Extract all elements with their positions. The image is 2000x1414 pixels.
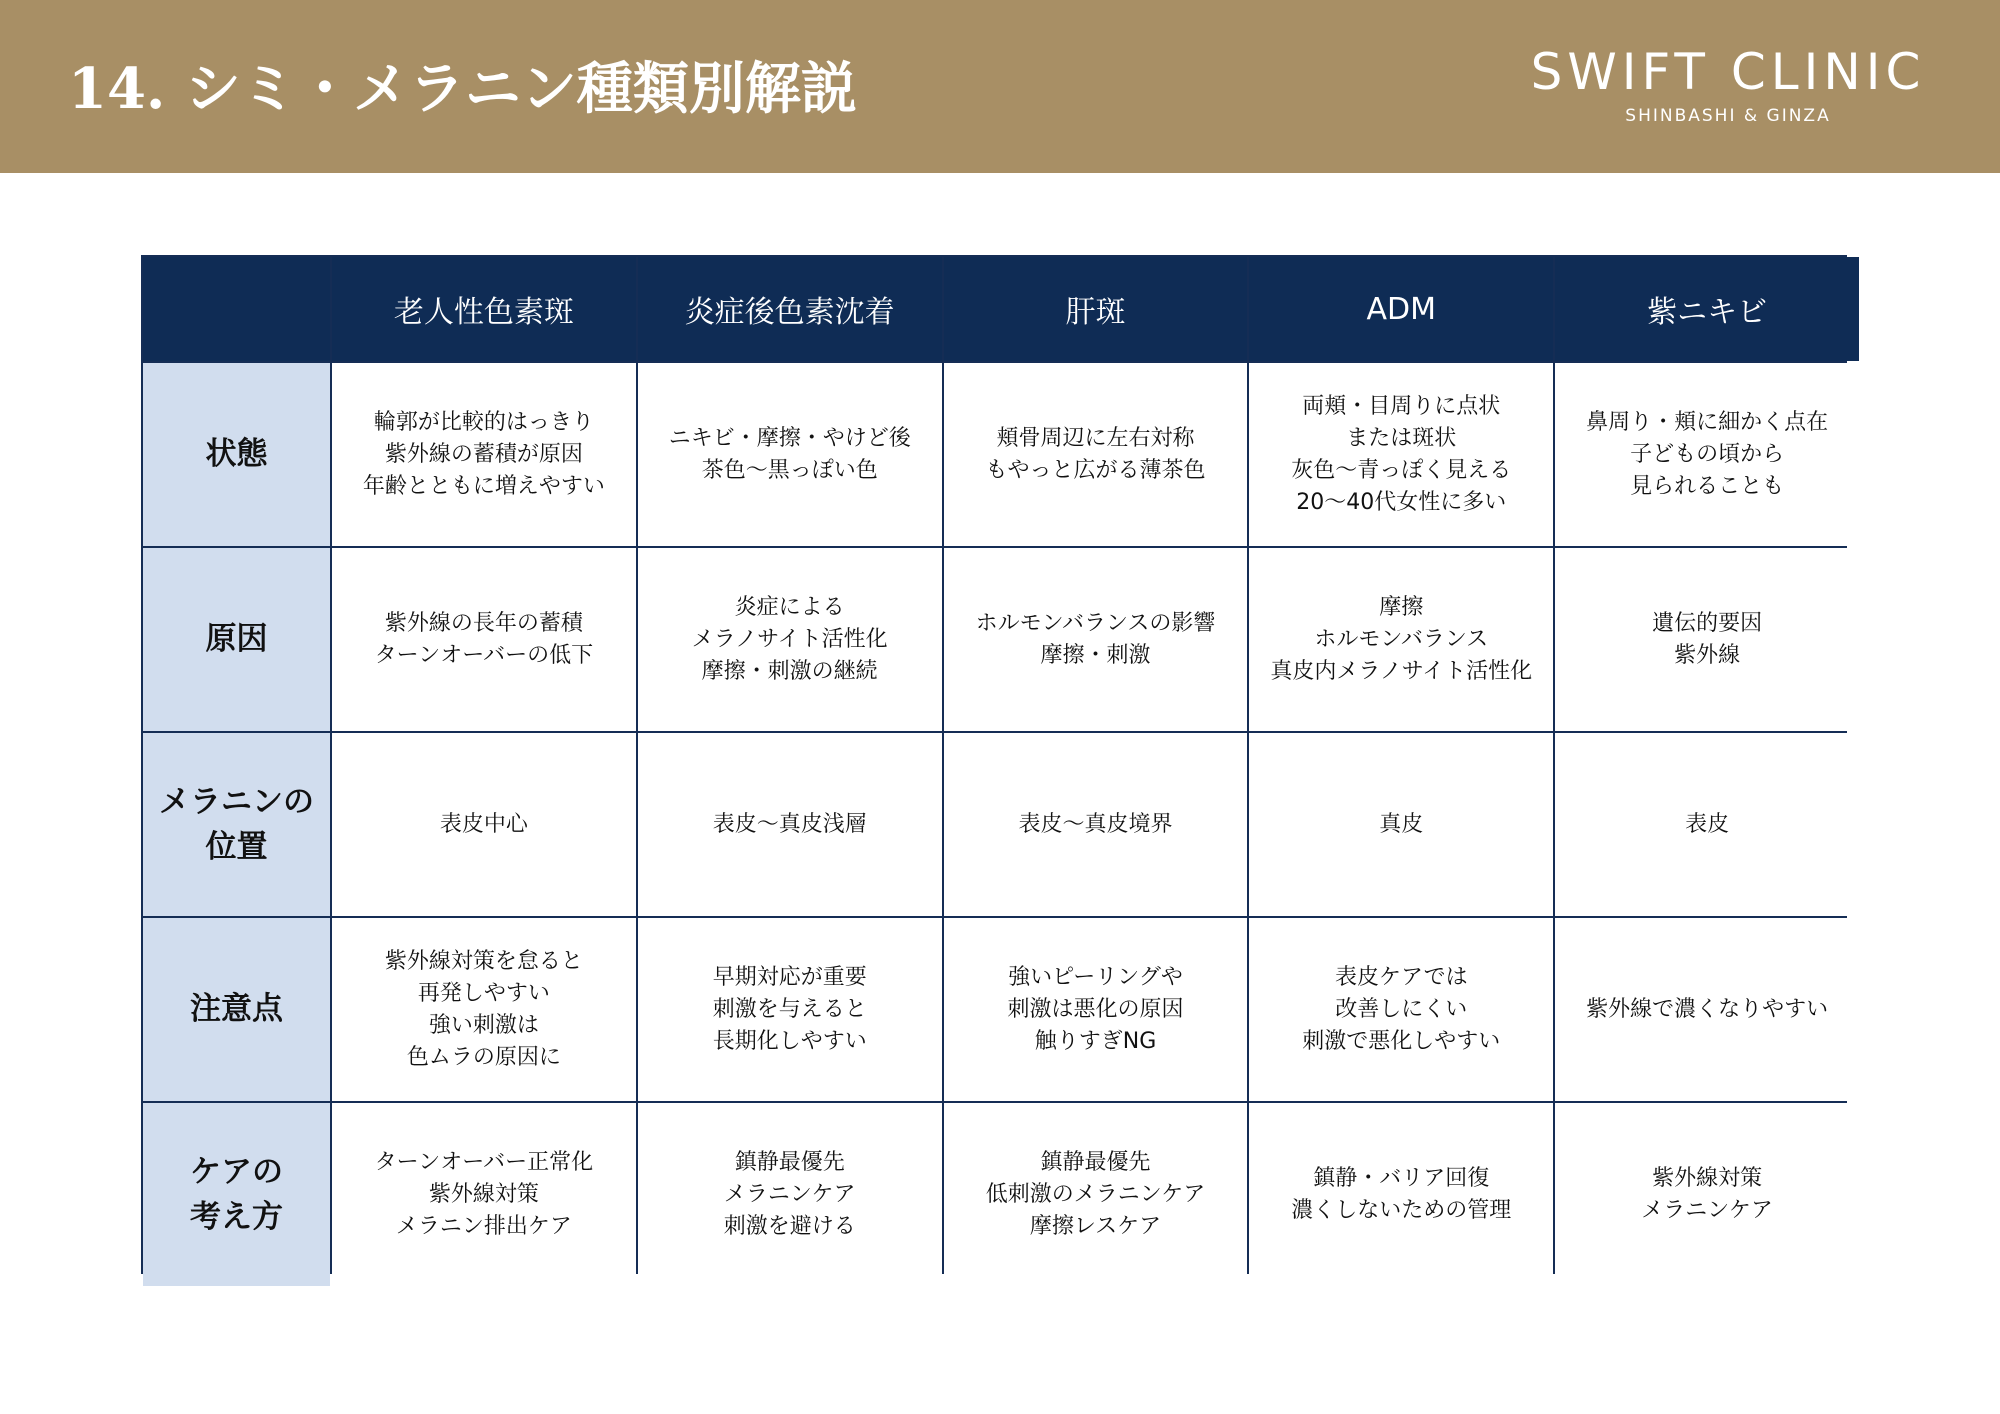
row-header-care-approach: ケアの 考え方 [143,1103,330,1286]
table-cell: 炎症による メラノサイト活性化 摩擦・刺激の継続 [638,548,942,731]
table-cell: 両頬・目周りに点状 または斑状 灰色〜青っぽく見える 20〜40代女性に多い [1249,363,1553,546]
table-cell: 紫外線対策 メラニンケア [1555,1103,1859,1286]
table-corner-cell [143,257,330,361]
table-cell: 表皮 [1555,733,1859,916]
table-cell: 鎮静・バリア回復 濃くしないための管理 [1249,1103,1553,1286]
table-cell: 遺伝的要因 紫外線 [1555,548,1859,731]
table-cell: 表皮中心 [332,733,636,916]
brand-subtitle: SHINBASHI & GINZA [1625,106,1831,126]
column-header: 炎症後色素沈着 [638,257,942,361]
melanin-type-table [141,255,1847,1274]
table-cell: 真皮 [1249,733,1553,916]
table-cell: ターンオーバー正常化 紫外線対策 メラニン排出ケア [332,1103,636,1286]
column-header: ADM [1249,257,1553,361]
page-title: 14. シミ・メラニン種類別解説 [68,56,857,122]
table-cell: 鎮静最優先 低刺激のメラニンケア 摩擦レスケア [944,1103,1248,1286]
row-header-melanin-position: メラニンの 位置 [143,733,330,916]
table-cell: 鼻周り・頬に細かく点在 子どもの頃から 見られることも [1555,363,1859,546]
table-cell: 鎮静最優先 メラニンケア 刺激を避ける [638,1103,942,1286]
table-cell: 強いピーリングや 刺激は悪化の原因 触りすぎNG [944,918,1248,1101]
clinic-logo [1518,44,1938,126]
table-cell: 紫外線で濃くなりやすい [1555,918,1859,1101]
table-cell: 表皮〜真皮境界 [944,733,1248,916]
table-cell: 頬骨周辺に左右対称 もやっと広がる薄茶色 [944,363,1248,546]
brand-name: SWIFT CLINIC [1530,43,1926,101]
table-cell: ニキビ・摩擦・やけど後 茶色〜黒っぽい色 [638,363,942,546]
table-cell: 紫外線の長年の蓄積 ターンオーバーの低下 [332,548,636,731]
table-cell: 早期対応が重要 刺激を与えると 長期化しやすい [638,918,942,1101]
header-bar [0,0,2000,173]
column-header: 紫ニキビ [1555,257,1859,361]
column-header: 肝斑 [944,257,1248,361]
table-cell: 表皮〜真皮浅層 [638,733,942,916]
column-header: 老人性色素斑 [332,257,636,361]
row-header-cautions: 注意点 [143,918,330,1101]
table-cell: 摩擦 ホルモンバランス 真皮内メラノサイト活性化 [1249,548,1553,731]
table-cell: 表皮ケアでは 改善しにくい 刺激で悪化しやすい [1249,918,1553,1101]
table-cell: 輪郭が比較的はっきり 紫外線の蓄積が原因 年齢とともに増えやすい [332,363,636,546]
table-cell: 紫外線対策を怠ると 再発しやすい 強い刺激は 色ムラの原因に [332,918,636,1101]
table-cell: ホルモンバランスの影響 摩擦・刺激 [944,548,1248,731]
row-header-state: 状態 [143,363,330,546]
row-header-cause: 原因 [143,548,330,731]
